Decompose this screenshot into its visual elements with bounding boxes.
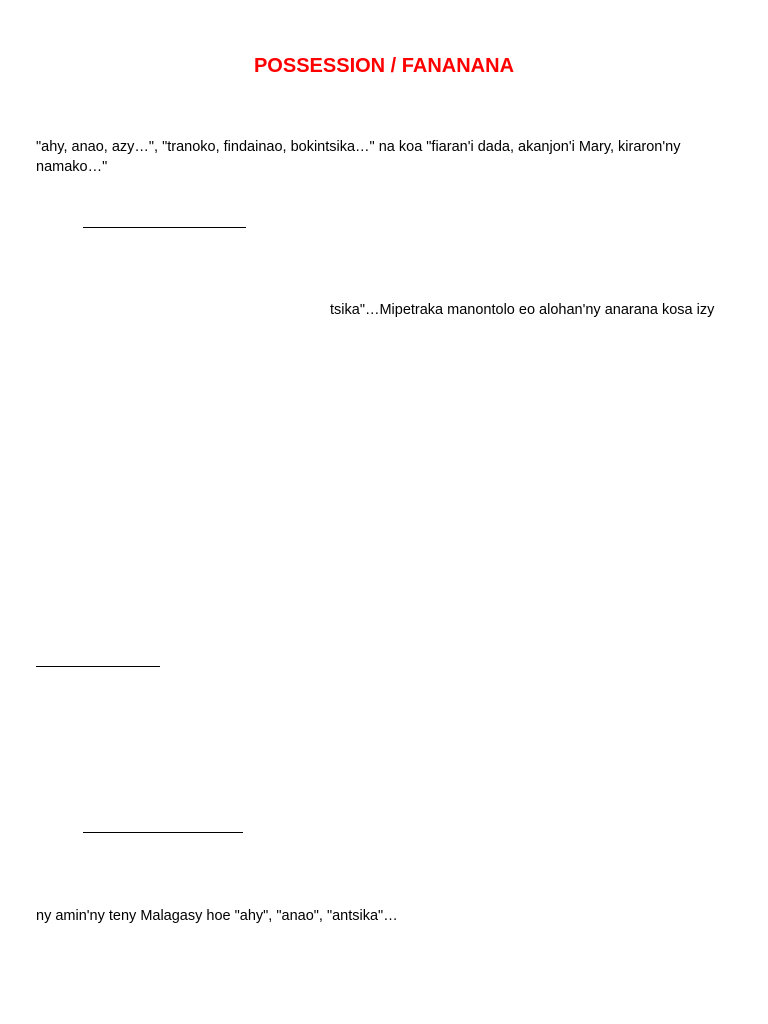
intro-paragraph: "ahy, anao, azy…", "tranoko, findainao, bokintsika…" na koa "fiaran'i dada, akanjon'i Mary, kiraron'ny namako…"	[36, 139, 681, 175]
page-title: POSSESSION / FANANANA	[253, 55, 515, 77]
text-fragment: ny amin'ny teny Malagasy hoe "ahy", "anao", "antsika"…	[36, 908, 398, 924]
blank-rule	[83, 832, 243, 833]
text-fragment: tsika"…Mipetraka manontolo eo alohan'ny anarana kosa izy	[330, 302, 715, 318]
blank-rule	[83, 227, 246, 228]
blank-rule	[36, 666, 160, 667]
